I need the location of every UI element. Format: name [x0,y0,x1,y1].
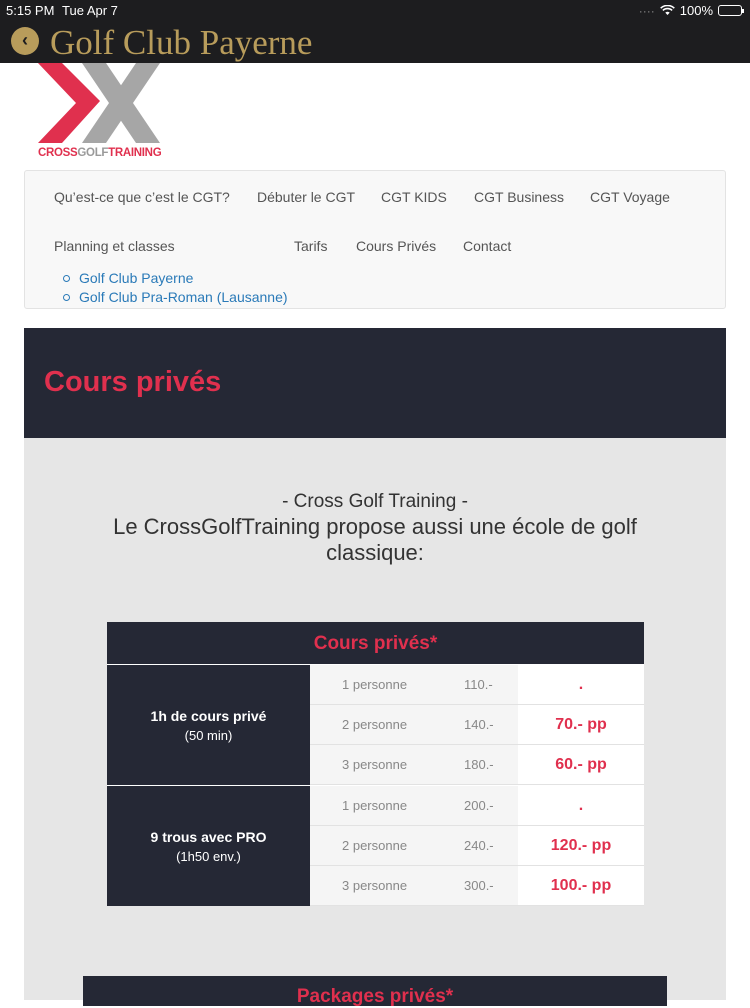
per-person-price: 70.- pp [518,705,644,745]
pricing-group [107,665,644,785]
status-date: Tue Apr 7 [62,3,118,18]
main-content [24,438,726,1007]
pricing-row: 1 personne 200.- . [310,786,644,826]
intro-text: Le CrossGolfTraining propose aussi une école de golf classique: [113,514,637,565]
per-person-price: 100.- pp [518,866,644,906]
nav-item-business[interactable]: CGT Business [474,189,564,205]
back-button[interactable] [11,27,39,55]
per-person-price: . [518,665,644,705]
nav-item-tarifs[interactable]: Tarifs [294,238,328,254]
intro-subtitle: - Cross Golf Training - [282,491,468,512]
status-bar [0,0,750,22]
page-header [24,328,726,438]
main-navigation [24,170,726,309]
nav-item-planning[interactable]: Planning et classes [54,238,175,254]
bullet-icon [63,294,70,301]
battery-icon [718,5,742,16]
nav-item-voyage[interactable]: CGT Voyage [590,189,670,205]
pricing-group [107,785,644,905]
bullet-icon [63,275,70,282]
app-title-bar [0,22,750,63]
nav-item-kids[interactable]: CGT KIDS [381,189,447,205]
nav-item-contact[interactable]: Contact [463,238,512,254]
pricing-row: 2 personne 140.- 70.- pp [310,705,644,745]
pricing-table [107,622,644,905]
packages-table-title: Packages privés* [83,976,667,1006]
battery-percent: 100% [679,3,713,18]
pricing-row: 1 personne 110.- . [310,665,644,705]
submenu-item-payerne[interactable]: Golf Club Payerne [79,270,288,286]
wifi-icon [660,5,675,16]
nav-item-what-is-cgt[interactable]: Qu’est-ce que c’est le CGT? [54,189,230,205]
per-person-price: 60.- pp [518,745,644,785]
page-title: Cours privés [44,366,222,398]
pricing-table-title: Cours privés* [107,622,644,665]
status-right [639,3,742,18]
logo-wordmark: CROSSGOLFTRAINING [38,147,162,159]
pricing-row: 3 personne 300.- 100.- pp [310,866,644,906]
status-time: 5:15 PM [6,3,55,18]
pricing-group-label: 9 trous avec PRO (1h50 env.) [107,786,310,906]
pricing-row: 3 personne 180.- 60.- pp [310,745,644,785]
pricing-row: 2 personne 240.- 120.- pp [310,826,644,866]
signal-icon: ···· [638,3,655,18]
app-title: Golf Club Payerne [50,23,313,62]
chevron-left-icon: ‹ [22,30,28,50]
per-person-price: 120.- pp [518,826,644,866]
pricing-group-label: 1h de cours privé (50 min) [107,665,310,785]
submenu-item-pra-roman[interactable]: Golf Club Pra-Roman (Lausanne) [79,289,288,305]
nav-item-debuter[interactable]: Débuter le CGT [257,189,356,205]
nav-item-cours-prives[interactable]: Cours Privés [356,238,437,254]
per-person-price: . [518,786,644,826]
nav-submenu [79,270,288,308]
